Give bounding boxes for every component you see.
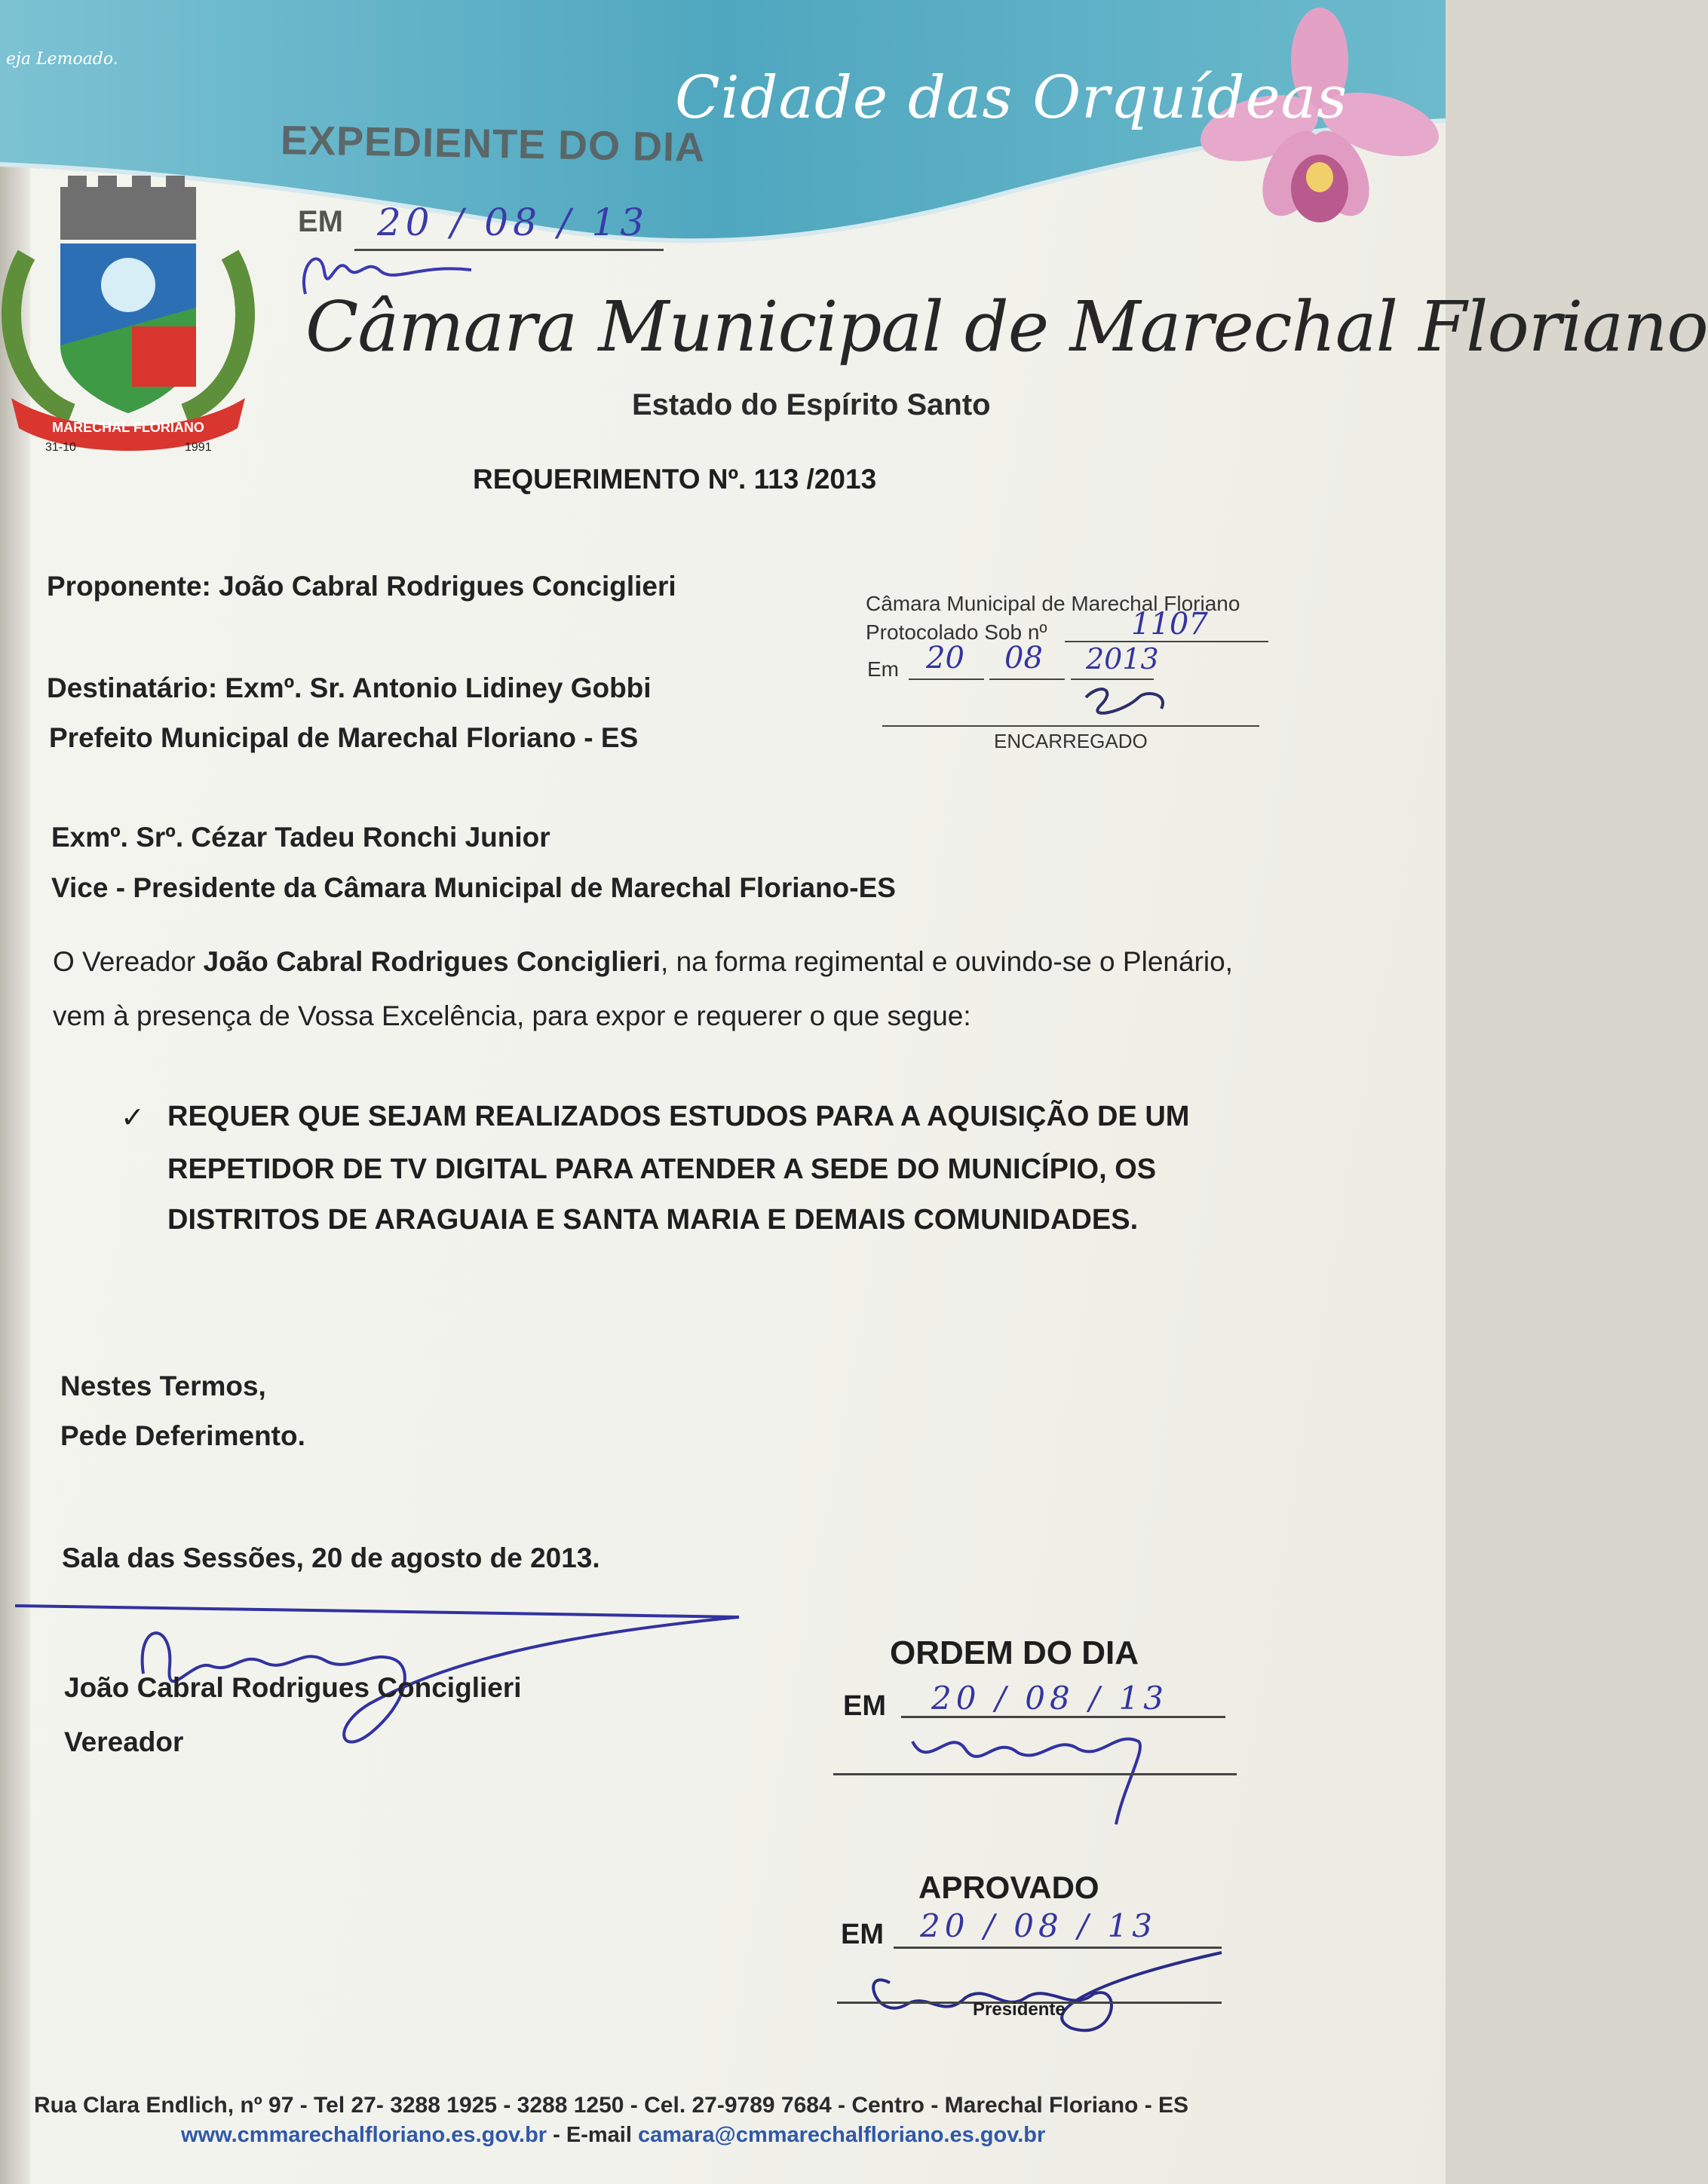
recipient-1-name: Destinatário: Exmº. Sr. Antonio Lidiney Gobbi [47, 672, 652, 703]
aprovado-role: Presidente [973, 1999, 1066, 2020]
intro-post: , na forma regimental e ouvindo-se o Plenário, [661, 946, 1233, 977]
website-link[interactable]: www.cmmarechalfloriano.es.gov.br [181, 2123, 547, 2147]
intro-line-1 [53, 946, 1233, 978]
proponent: Proponente: João Cabral Rodrigues Conciglieri [47, 571, 676, 602]
protocol-em-label: Em [867, 657, 899, 681]
request-line-2: REPETIDOR DE TV DIGITAL PARA ATENDER A SEDE DO MUNICÍPIO, OS [167, 1153, 1157, 1185]
ordem-em-label: EM [843, 1690, 886, 1722]
coat-left-date: 31-10 [45, 441, 76, 454]
aprovado-title: APROVADO [918, 1870, 1099, 1905]
protocol-signature-line [882, 725, 1259, 727]
intro-pre: O Vereador [53, 946, 204, 977]
ordem-do-dia-title: ORDEM DO DIA [890, 1634, 1139, 1671]
email-label: - E-mail [547, 2123, 638, 2147]
footer-contacts [181, 2123, 1045, 2148]
aprovado-em-label: EM [841, 1919, 884, 1950]
recipient-1-title: Prefeito Municipal de Marechal Floriano - ES [49, 722, 639, 753]
expediente-date: 20 / 08 / 13 [377, 201, 649, 244]
request-line-1: REQUER QUE SEJAM REALIZADOS ESTUDOS PARA A AQUISIÇÃO DE UM [167, 1101, 1190, 1132]
protocol-month-line [989, 678, 1065, 680]
check-icon: ✓ [121, 1102, 145, 1134]
aprovado-signature-icon [845, 1937, 1237, 2051]
protocol-day-line [909, 678, 984, 680]
recipient-2-name: Exmº. Srº. Cézar Tadeu Ronchi Junior [51, 822, 550, 853]
coat-of-arms-icon [4, 172, 253, 458]
aprovado-date: 20 / 08 / 13 [920, 1907, 1158, 1944]
protocol-date-month: 08 [1004, 641, 1043, 675]
expediente-stamp: EXPEDIENTE DO DIA [280, 118, 706, 170]
expediente-em-label: EM [298, 205, 343, 238]
closing-line-1: Nestes Termos, [60, 1371, 266, 1401]
email-link[interactable]: camara@cmmarechalfloriano.es.gov.br [637, 2123, 1046, 2147]
coat-right-year: 1991 [185, 441, 212, 454]
recipient-2-title: Vice - Presidente da Câmara Municipal de Marechal Floriano-ES [51, 872, 896, 903]
signer-name: João Cabral Rodrigues Conciglieri [64, 1672, 522, 1703]
protocol-role: ENCARREGADO [994, 730, 1148, 752]
protocol-year-line [1071, 678, 1154, 680]
header-motto: eja Lemoado. [6, 50, 118, 69]
footer-address: Rua Clara Endlich, nº 97 - Tel 27- 3288 1925 - 3288 1250 - Cel. 27-9789 7684 - Centro - Marechal Floriano - ES [34, 2093, 1189, 2118]
signer-role: Vereador [64, 1726, 184, 1757]
ordem-date: 20 / 08 / 13 [931, 1680, 1169, 1717]
requerimento-title: REQUERIMENTO Nº. 113 /2013 [473, 464, 877, 495]
request-line-3: DISTRITOS DE ARAGUAIA E SANTA MARIA E DEMAIS COMUNIDADES. [167, 1204, 1139, 1236]
intro-bold-name: João Cabral Rodrigues Conciglieri [203, 946, 661, 977]
org-title: Câmara Municipal de Marechal Floriano [305, 286, 1708, 367]
banner-script-title: Cidade das Orquídeas [675, 64, 1348, 132]
protocol-line-2: Protocolado Sob nº [866, 620, 1047, 644]
protocol-signature-icon [1056, 682, 1191, 727]
coat-ribbon-text: MARECHAL FLORIANO [52, 420, 204, 435]
protocol-number: 1107 [1131, 607, 1208, 642]
protocol-date-day: 20 [926, 641, 964, 675]
ordem-signature-line [833, 1773, 1237, 1775]
intro-line-2: vem à presença de Vossa Excelência, para expor e requerer o que segue: [53, 1000, 971, 1031]
protocol-date-year: 2013 [1086, 642, 1159, 675]
place-date: Sala das Sessões, 20 de agosto de 2013. [62, 1542, 600, 1573]
ordem-signature-icon [897, 1719, 1214, 1832]
protocol-line-1: Câmara Municipal de Marechal Floriano [866, 592, 1240, 615]
org-state: Estado do Espírito Santo [632, 388, 991, 421]
closing-line-2: Pede Deferimento. [60, 1420, 305, 1451]
